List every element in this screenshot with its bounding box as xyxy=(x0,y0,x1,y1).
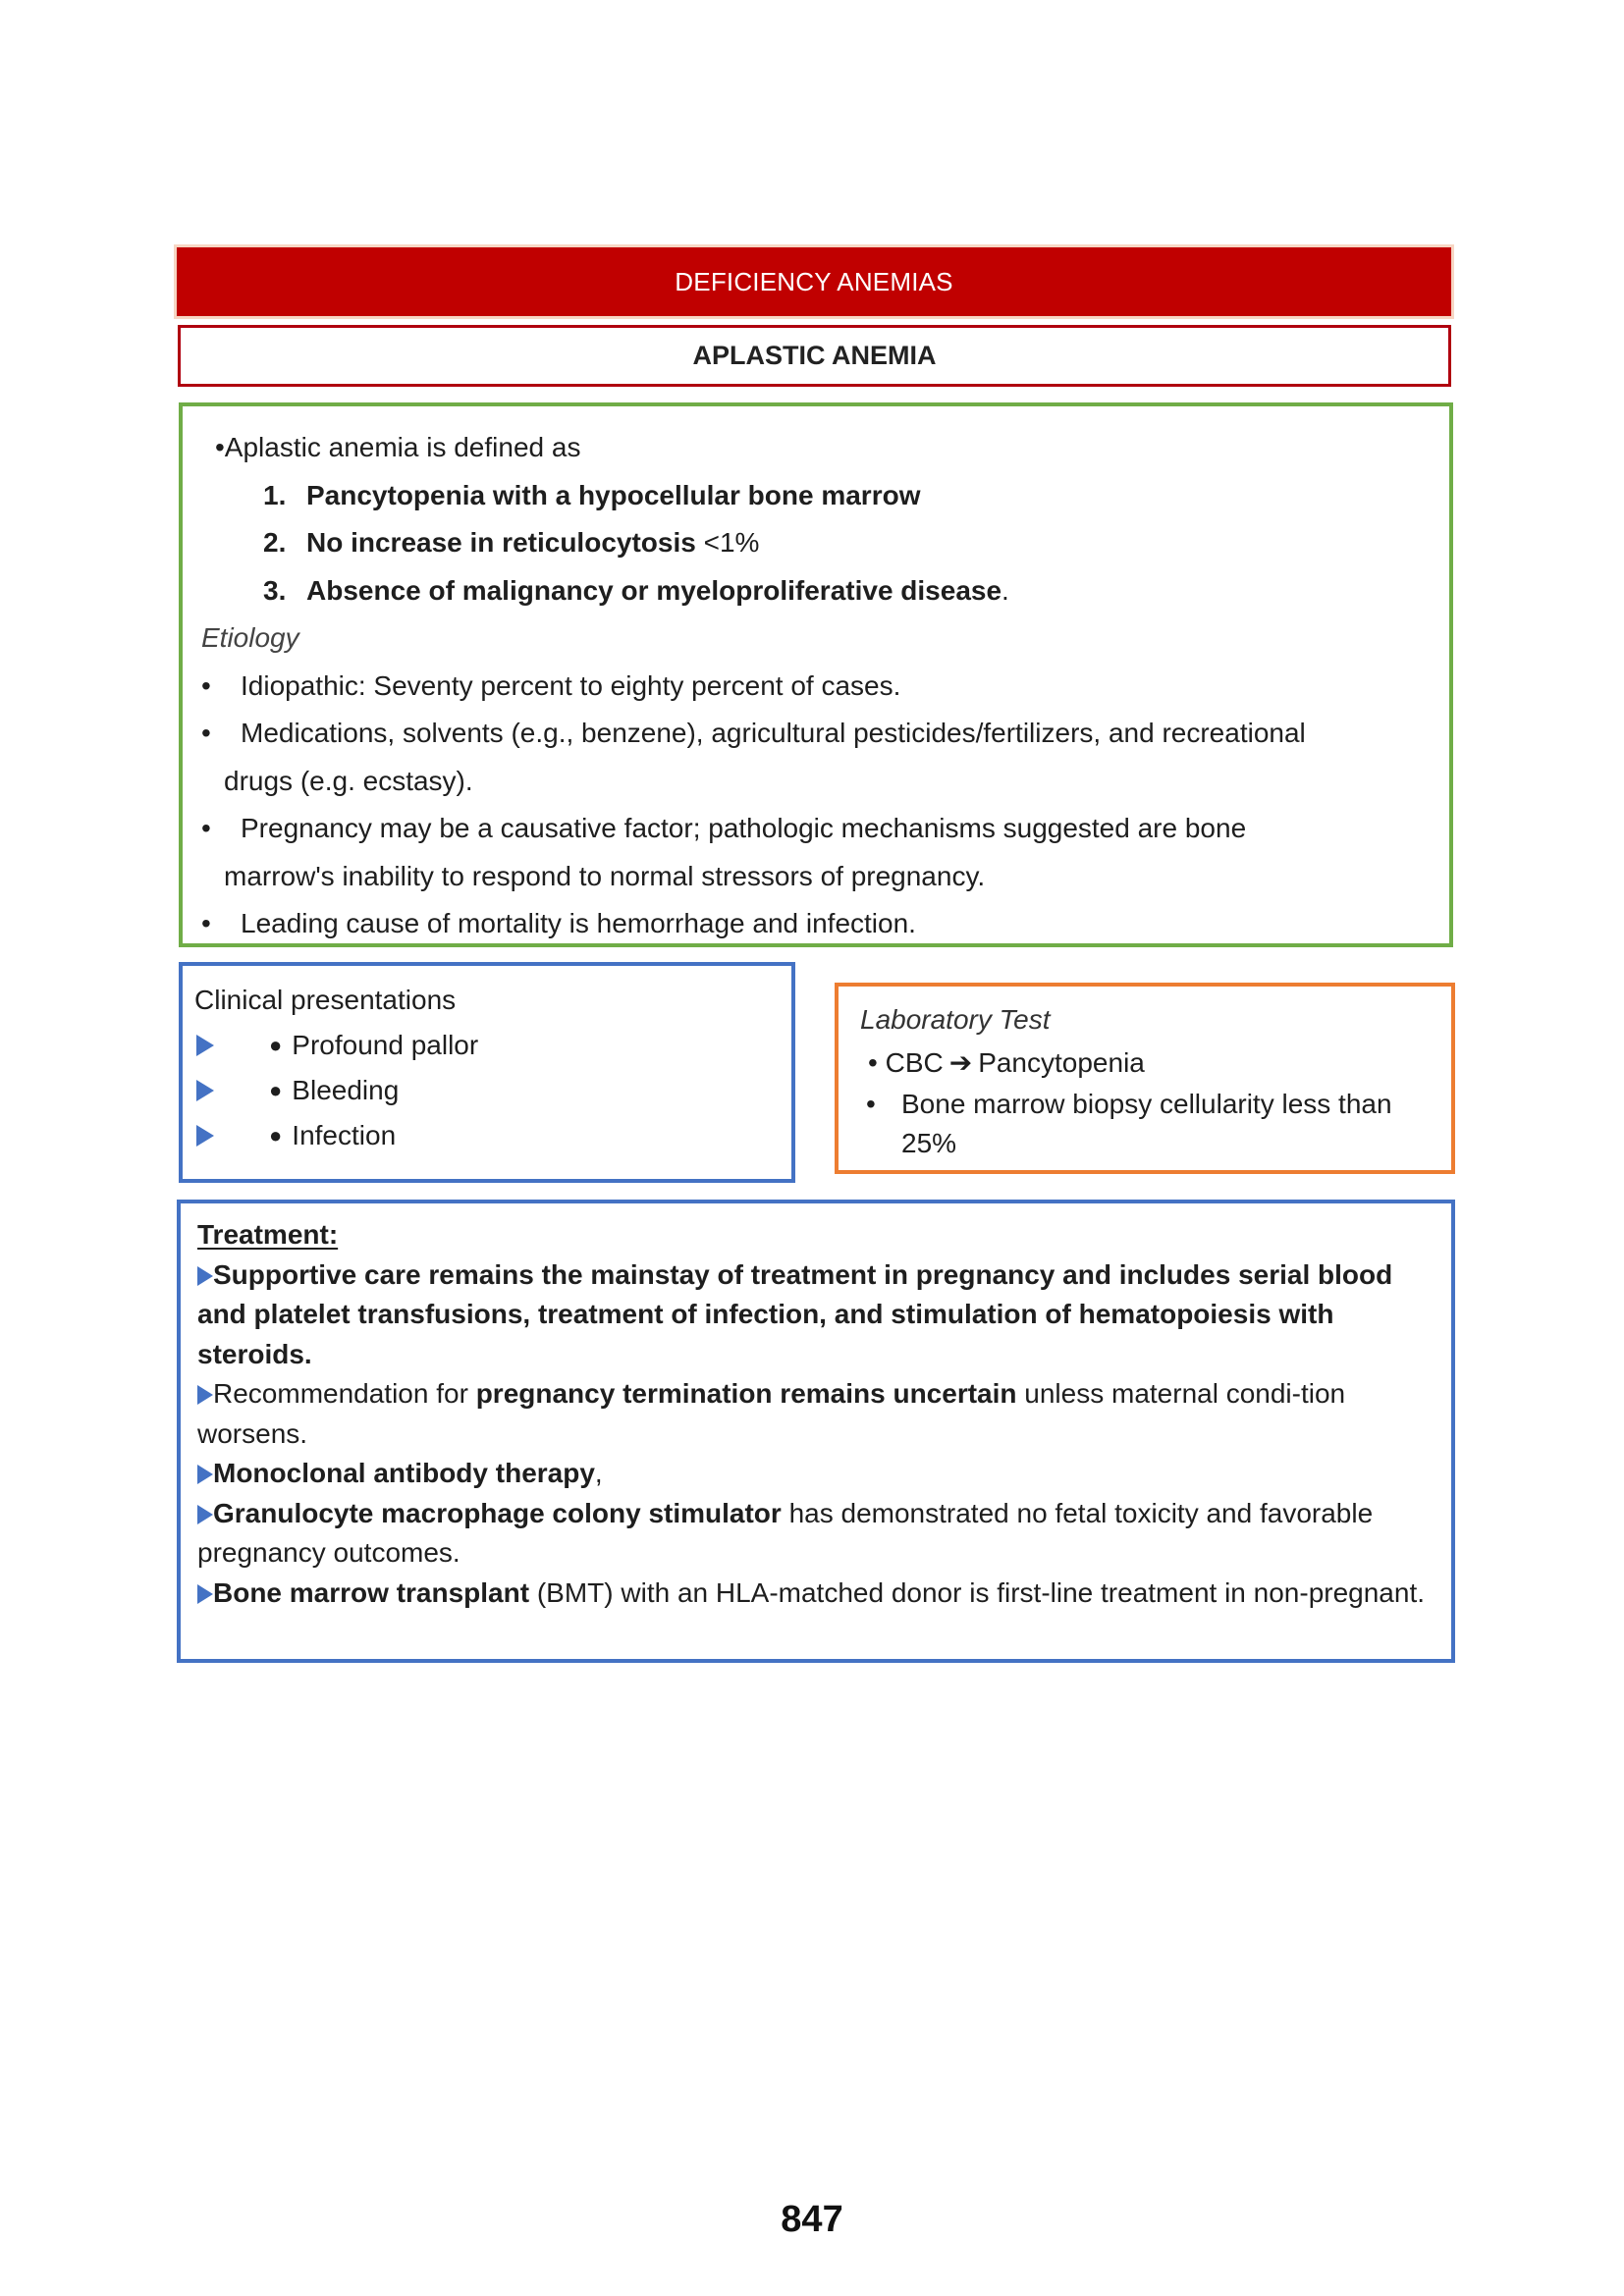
triangle-bullet-icon xyxy=(197,1584,213,1604)
treatment-item: Granulocyte macrophage colony stimulator has demonstrated no fetal toxicity and favorable pregnancy outcomes. xyxy=(197,1497,1374,1568)
triangle-bullet-icon xyxy=(197,1266,213,1286)
treatment-item: Bone marrow transplant (BMT) with an HLA-matched donor is first-line treatment in non-pregnant. xyxy=(197,1574,1439,1614)
bullet-icon: ● xyxy=(269,1078,283,1102)
triangle-bullet-icon xyxy=(197,1385,213,1405)
clinical-item: ● Bleeding xyxy=(194,1068,791,1113)
lab-item: • Bone marrow biopsy cellularity less than 25% xyxy=(860,1085,1451,1163)
section-banner xyxy=(177,247,1451,316)
page-number: 847 xyxy=(781,2199,843,2240)
definition-intro: •Aplastic anemia is defined as xyxy=(215,432,581,462)
etiology-heading: Etiology xyxy=(201,622,299,653)
triangle-bullet-icon xyxy=(197,1465,213,1484)
definition-box xyxy=(179,402,1453,947)
treatment-item: Supportive care remains the mainstay of treatment in pregnancy and includes serial blood and platelet transfusions, treatment of infection, and stimulation of hematopoiesis with steroids. xyxy=(197,1258,1393,1369)
treatment-box xyxy=(177,1200,1455,1663)
etiology-item-continuation: drugs (e.g. ecstasy). xyxy=(224,765,473,796)
triangle-bullet-icon xyxy=(196,1080,214,1101)
triangle-bullet-icon xyxy=(197,1505,213,1524)
clinical-item: ● Infection xyxy=(194,1113,791,1158)
etiology-item: • Medications, solvents (e.g., benzene), agricultural pesticides/fertilizers, and recreational xyxy=(183,710,1449,758)
etiology-item: • Leading cause of mortality is hemorrhage and infection. xyxy=(183,900,1449,948)
clinical-title: Clinical presentations xyxy=(194,985,457,1015)
right-arrow-icon: ➔ xyxy=(948,1047,973,1078)
bullet-icon: • xyxy=(866,1089,876,1119)
bullet-icon: ● xyxy=(269,1033,283,1057)
criteria-item: 2. No increase in reticulocytosis <1% xyxy=(263,527,760,558)
criteria-item: 1. Pancytopenia with a hypocellular bone marrow xyxy=(263,479,921,510)
clinical-item: ● Profound pallor xyxy=(194,1023,791,1068)
etiology-item-continuation: marrow's inability to respond to normal stressors of pregnancy. xyxy=(224,860,986,891)
lab-title: Laboratory Test xyxy=(860,1004,1051,1035)
lab-item: • CBC ➔ Pancytopenia xyxy=(860,1041,1451,1085)
bullet-icon: • xyxy=(201,718,211,748)
topic-title: APLASTIC ANEMIA xyxy=(692,341,937,370)
criteria-item: 3. Absence of malignancy or myeloproliferative disease. xyxy=(263,574,1009,606)
etiology-item: • Pregnancy may be a causative factor; pathologic mechanisms suggested are bone xyxy=(183,805,1449,853)
bullet-icon: • xyxy=(201,908,211,938)
treatment-item: Recommendation for pregnancy termination remains uncertain unless maternal condi-tion worsens. xyxy=(197,1378,1346,1449)
treatment-item: Monoclonal antibody therapy, xyxy=(197,1454,1439,1494)
etiology-item: • Idiopathic: Seventy percent to eighty percent of cases. xyxy=(183,663,1449,711)
laboratory-test-box xyxy=(835,983,1455,1174)
treatment-title: Treatment: xyxy=(197,1219,339,1250)
triangle-bullet-icon xyxy=(196,1125,214,1147)
triangle-bullet-icon xyxy=(196,1035,214,1056)
bullet-icon: ● xyxy=(269,1123,283,1148)
bullet-icon: • xyxy=(201,813,211,843)
clinical-presentations-box xyxy=(179,962,795,1183)
bullet-icon: • xyxy=(201,669,211,701)
topic-title-box xyxy=(178,325,1451,387)
bullet-icon: • xyxy=(868,1047,886,1078)
banner-title: DEFICIENCY ANEMIAS xyxy=(675,266,953,296)
